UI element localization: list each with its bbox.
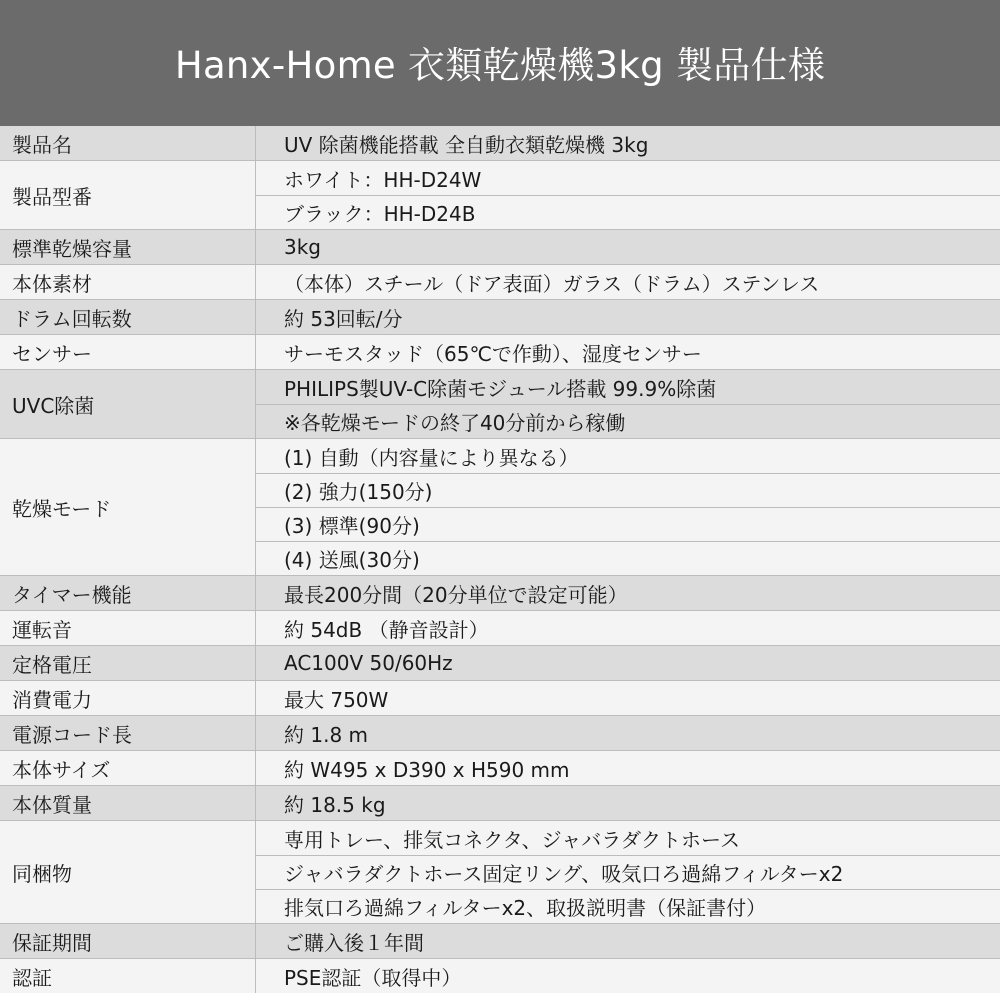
spec-values — [256, 716, 1000, 750]
spec-values — [256, 265, 1000, 299]
spec-label: 本体質量 — [0, 786, 256, 820]
spec-values — [256, 611, 1000, 645]
spec-value: (2) 強力(150分) — [256, 473, 1000, 507]
spec-row — [0, 716, 1000, 751]
spec-value: 最長200分間（20分単位で設定可能） — [284, 582, 628, 607]
spec-values — [256, 126, 1000, 160]
spec-value: 約 18.5 kg — [284, 792, 386, 817]
spec-row — [0, 646, 1000, 681]
spec-table — [0, 122, 1000, 993]
spec-value: 排気口ろ過綿フィルターx2、取扱説明書（保証書付） — [256, 889, 1000, 923]
spec-value: ホワイト：HH-D24W — [284, 167, 482, 192]
spec-label: 保証期間 — [0, 924, 256, 958]
spec-values — [256, 370, 1000, 438]
spec-values — [256, 161, 1000, 229]
spec-label: 本体素材 — [0, 265, 256, 299]
spec-label: 本体サイズ — [0, 751, 256, 785]
spec-values — [256, 751, 1000, 785]
spec-values — [256, 230, 1000, 264]
spec-values — [256, 576, 1000, 610]
spec-label: 標準乾燥容量 — [0, 230, 256, 264]
spec-values — [256, 646, 1000, 680]
spec-row — [0, 786, 1000, 821]
spec-row — [0, 924, 1000, 959]
spec-value: 約 1.8 m — [284, 722, 369, 747]
spec-values — [256, 439, 1000, 575]
spec-label: 認証 — [0, 959, 256, 993]
spec-value: (1) 自動（内容量により異なる） — [284, 445, 579, 470]
spec-value: ご購入後１年間 — [284, 930, 424, 955]
spec-values — [256, 821, 1000, 923]
spec-label: 電源コード長 — [0, 716, 256, 750]
spec-values — [256, 335, 1000, 369]
header-bar — [0, 0, 1000, 122]
spec-values — [256, 786, 1000, 820]
spec-row — [0, 230, 1000, 265]
spec-value: PSE認証（取得中） — [284, 965, 462, 990]
spec-value: AC100V 50/60Hz — [284, 651, 453, 675]
spec-row — [0, 370, 1000, 439]
spec-label: センサー — [0, 335, 256, 369]
spec-label: 消費電力 — [0, 681, 256, 715]
spec-value: 最大 750W — [284, 687, 389, 712]
spec-value: UV 除菌機能搭載 全自動衣類乾燥機 3kg — [284, 132, 649, 157]
spec-row — [0, 751, 1000, 786]
spec-row — [0, 126, 1000, 161]
spec-values — [256, 924, 1000, 958]
spec-row — [0, 576, 1000, 611]
spec-label: 運転音 — [0, 611, 256, 645]
spec-value: サーモスタッド（65℃で作動）、湿度センサー — [284, 341, 702, 366]
spec-label: 製品名 — [0, 126, 256, 160]
spec-row — [0, 161, 1000, 230]
spec-value: 約 53回転/分 — [284, 306, 403, 331]
spec-value: 約 54dB （静音設計） — [284, 617, 489, 642]
spec-label: タイマー機能 — [0, 576, 256, 610]
spec-label: UVC除菌 — [0, 370, 256, 438]
spec-values — [256, 681, 1000, 715]
spec-value: (3) 標準(90分) — [256, 507, 1000, 541]
page-title: Hanx-Home 衣類乾燥機3kg 製品仕様 — [174, 44, 826, 87]
spec-value: ※各乾燥モードの終了40分前から稼働 — [256, 404, 1000, 438]
spec-row — [0, 959, 1000, 993]
spec-label: ドラム回転数 — [0, 300, 256, 334]
spec-row — [0, 335, 1000, 370]
spec-row — [0, 265, 1000, 300]
spec-value: （本体）スチール（ドア表面）ガラス（ドラム）ステンレス — [284, 271, 820, 296]
spec-row — [0, 821, 1000, 924]
spec-values — [256, 959, 1000, 993]
spec-value: ジャバラダクトホース固定リング、吸気口ろ過綿フィルターx2 — [256, 855, 1000, 889]
spec-value: 専用トレー、排気コネクタ、ジャバラダクトホース — [284, 827, 740, 852]
spec-label: 同梱物 — [0, 821, 256, 923]
spec-label: 製品型番 — [0, 161, 256, 229]
spec-value: (4) 送風(30分) — [256, 541, 1000, 575]
spec-row — [0, 300, 1000, 335]
spec-label: 定格電圧 — [0, 646, 256, 680]
spec-value: 3kg — [284, 235, 322, 259]
spec-value: ブラック：HH-D24B — [256, 195, 1000, 229]
spec-values — [256, 300, 1000, 334]
spec-value: 約 W495 x D390 x H590 mm — [284, 757, 570, 782]
spec-row — [0, 681, 1000, 716]
spec-row — [0, 439, 1000, 576]
spec-label: 乾燥モード — [0, 439, 256, 575]
spec-row — [0, 611, 1000, 646]
spec-value: PHILIPS製UV-C除菌モジュール搭載 99.9%除菌 — [284, 376, 717, 401]
